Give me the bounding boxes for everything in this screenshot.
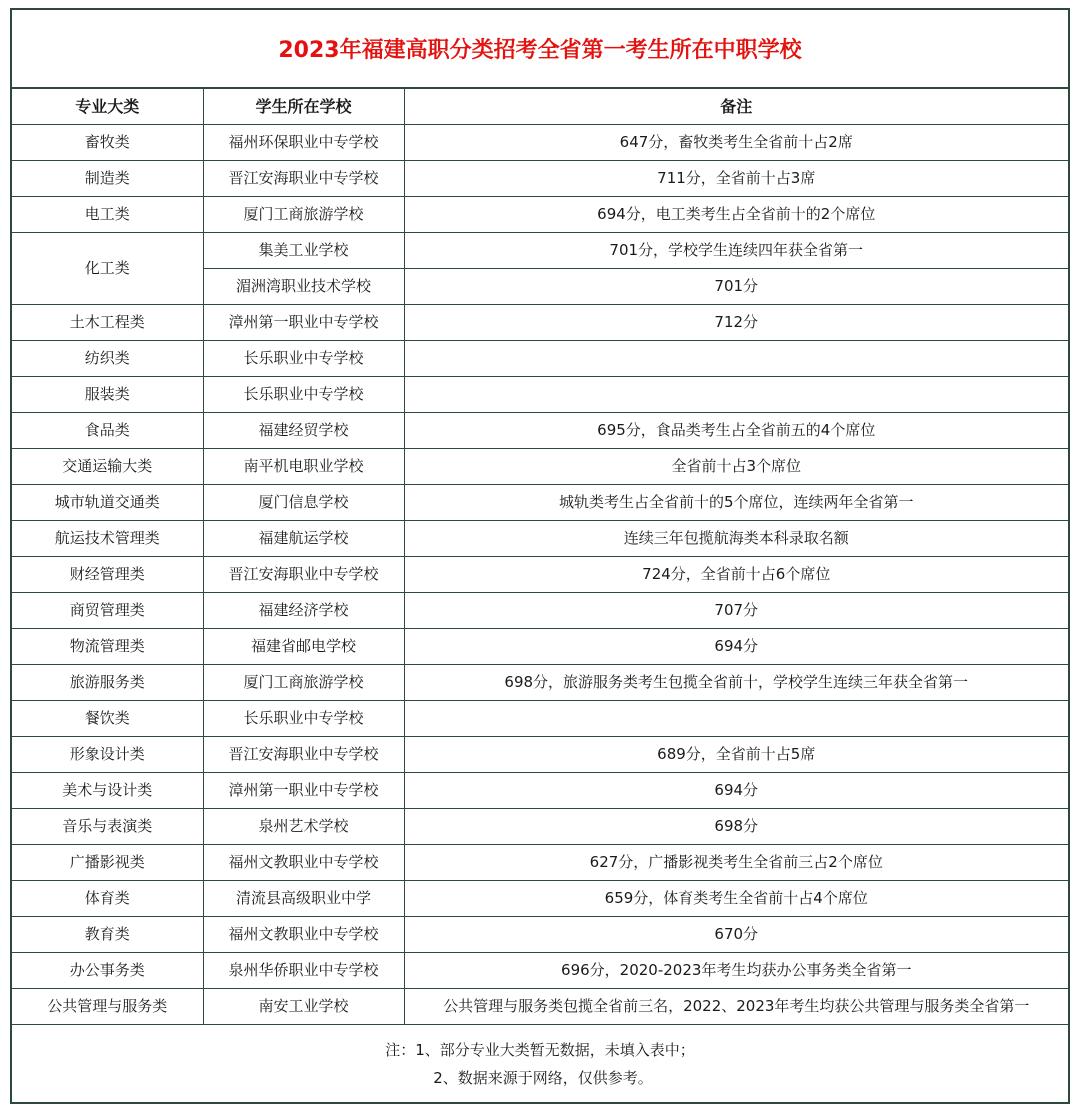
table-row (12, 557, 1068, 593)
cell-note: 659分，体育类考生全省前十占4个席位 (404, 881, 1068, 917)
table-row (12, 341, 1068, 377)
table-row (12, 377, 1068, 413)
cell-category: 城市轨道交通类 (12, 485, 203, 521)
footnote-1: 注：1、部分专业大类暂无数据，未填入表中； (385, 1040, 695, 1059)
cell-school: 长乐职业中专学校 (203, 341, 404, 377)
cell-category: 广播影视类 (12, 845, 203, 881)
table-row (12, 773, 1068, 809)
table-row (12, 125, 1068, 161)
cell-note: 670分 (404, 917, 1068, 953)
cell-school: 漳州第一职业中专学校 (203, 773, 404, 809)
cell-school: 福州环保职业中专学校 (203, 125, 404, 161)
cell-note: 公共管理与服务类包揽全省前三名，2022、2023年考生均获公共管理与服务类全省第一 (404, 989, 1068, 1025)
cell-school: 南平机电职业学校 (203, 449, 404, 485)
cell-note: 连续三年包揽航海类本科录取名额 (404, 521, 1068, 557)
cell-school: 泉州艺术学校 (203, 809, 404, 845)
table-row (12, 197, 1068, 233)
cell-school: 湄洲湾职业技术学校 (203, 269, 404, 305)
cell-school: 南安工业学校 (203, 989, 404, 1025)
cell-school: 清流县高级职业中学 (203, 881, 404, 917)
cell-note: 全省前十占3个席位 (404, 449, 1068, 485)
table-row (12, 881, 1068, 917)
cell-category: 土木工程类 (12, 305, 203, 341)
table-row (12, 449, 1068, 485)
cell-school: 厦门信息学校 (203, 485, 404, 521)
cell-school: 福州文教职业中专学校 (203, 917, 404, 953)
footnotes (12, 1024, 1068, 1102)
cell-school: 福建航运学校 (203, 521, 404, 557)
cell-note: 724分，全省前十占6个席位 (404, 557, 1068, 593)
table-header-row (12, 89, 1068, 125)
cell-school: 集美工业学校 (203, 233, 404, 269)
cell-category: 音乐与表演类 (12, 809, 203, 845)
table-row (12, 593, 1068, 629)
cell-note (404, 701, 1068, 737)
cell-note: 694分 (404, 773, 1068, 809)
cell-category: 服装类 (12, 377, 203, 413)
cell-category: 教育类 (12, 917, 203, 953)
cell-note (404, 341, 1068, 377)
table-row (12, 665, 1068, 701)
cell-note: 689分，全省前十占5席 (404, 737, 1068, 773)
cell-category: 制造类 (12, 161, 203, 197)
table-row (12, 953, 1068, 989)
cell-category: 办公事务类 (12, 953, 203, 989)
cell-category: 航运技术管理类 (12, 521, 203, 557)
cell-school: 泉州华侨职业中专学校 (203, 953, 404, 989)
table-row (12, 521, 1068, 557)
cell-note: 627分，广播影视类考生全省前三占2个席位 (404, 845, 1068, 881)
cell-category: 食品类 (12, 413, 203, 449)
table-row (12, 701, 1068, 737)
cell-category: 形象设计类 (12, 737, 203, 773)
cell-note: 712分 (404, 305, 1068, 341)
school-table (12, 88, 1068, 1025)
cell-school: 长乐职业中专学校 (203, 701, 404, 737)
table-row (12, 845, 1068, 881)
cell-note: 647分，畜牧类考生全省前十占2席 (404, 125, 1068, 161)
header-school: 学生所在学校 (203, 89, 404, 125)
cell-category: 体育类 (12, 881, 203, 917)
table-row (12, 305, 1068, 341)
cell-school: 福建经贸学校 (203, 413, 404, 449)
cell-note: 711分，全省前十占3席 (404, 161, 1068, 197)
cell-category: 公共管理与服务类 (12, 989, 203, 1025)
cell-note: 701分 (404, 269, 1068, 305)
cell-category: 财经管理类 (12, 557, 203, 593)
cell-category: 美术与设计类 (12, 773, 203, 809)
cell-note: 695分，食品类考生占全省前五的4个席位 (404, 413, 1068, 449)
cell-note: 701分，学校学生连续四年获全省第一 (404, 233, 1068, 269)
cell-note: 694分，电工类考生占全省前十的2个席位 (404, 197, 1068, 233)
footnote-2: 2、数据来源于网络，仅供参考。 (433, 1068, 653, 1087)
table-row (12, 989, 1068, 1025)
cell-category: 物流管理类 (12, 629, 203, 665)
cell-note: 城轨类考生占全省前十的5个席位，连续两年全省第一 (404, 485, 1068, 521)
cell-category: 化工类 (12, 233, 203, 305)
table-row (12, 413, 1068, 449)
cell-school: 长乐职业中专学校 (203, 377, 404, 413)
cell-category: 电工类 (12, 197, 203, 233)
cell-school: 晋江安海职业中专学校 (203, 557, 404, 593)
cell-category: 交通运输大类 (12, 449, 203, 485)
table-row (12, 233, 1068, 269)
cell-school: 厦门工商旅游学校 (203, 665, 404, 701)
cell-category: 畜牧类 (12, 125, 203, 161)
table-row (12, 809, 1068, 845)
cell-note: 707分 (404, 593, 1068, 629)
cell-category: 商贸管理类 (12, 593, 203, 629)
cell-school: 晋江安海职业中专学校 (203, 737, 404, 773)
cell-category: 纺织类 (12, 341, 203, 377)
table-row (12, 917, 1068, 953)
cell-school: 厦门工商旅游学校 (203, 197, 404, 233)
cell-note: 694分 (404, 629, 1068, 665)
cell-category: 旅游服务类 (12, 665, 203, 701)
cell-note: 698分 (404, 809, 1068, 845)
table-row (12, 629, 1068, 665)
header-category: 专业大类 (12, 89, 203, 125)
page-title: 2023年福建高职分类招考全省第一考生所在中职学校 (12, 10, 1068, 88)
table-row (12, 737, 1068, 773)
cell-note: 698分，旅游服务类考生包揽全省前十，学校学生连续三年获全省第一 (404, 665, 1068, 701)
cell-school: 福建省邮电学校 (203, 629, 404, 665)
cell-note (404, 377, 1068, 413)
table-row (12, 485, 1068, 521)
cell-school: 福建经济学校 (203, 593, 404, 629)
cell-school: 福州文教职业中专学校 (203, 845, 404, 881)
cell-school: 漳州第一职业中专学校 (203, 305, 404, 341)
cell-note: 696分，2020-2023年考生均获办公事务类全省第一 (404, 953, 1068, 989)
cell-category: 餐饮类 (12, 701, 203, 737)
header-note: 备注 (404, 89, 1068, 125)
cell-school: 晋江安海职业中专学校 (203, 161, 404, 197)
table-body (12, 125, 1068, 1025)
table-row (12, 161, 1068, 197)
admission-table-sheet (10, 8, 1070, 1104)
